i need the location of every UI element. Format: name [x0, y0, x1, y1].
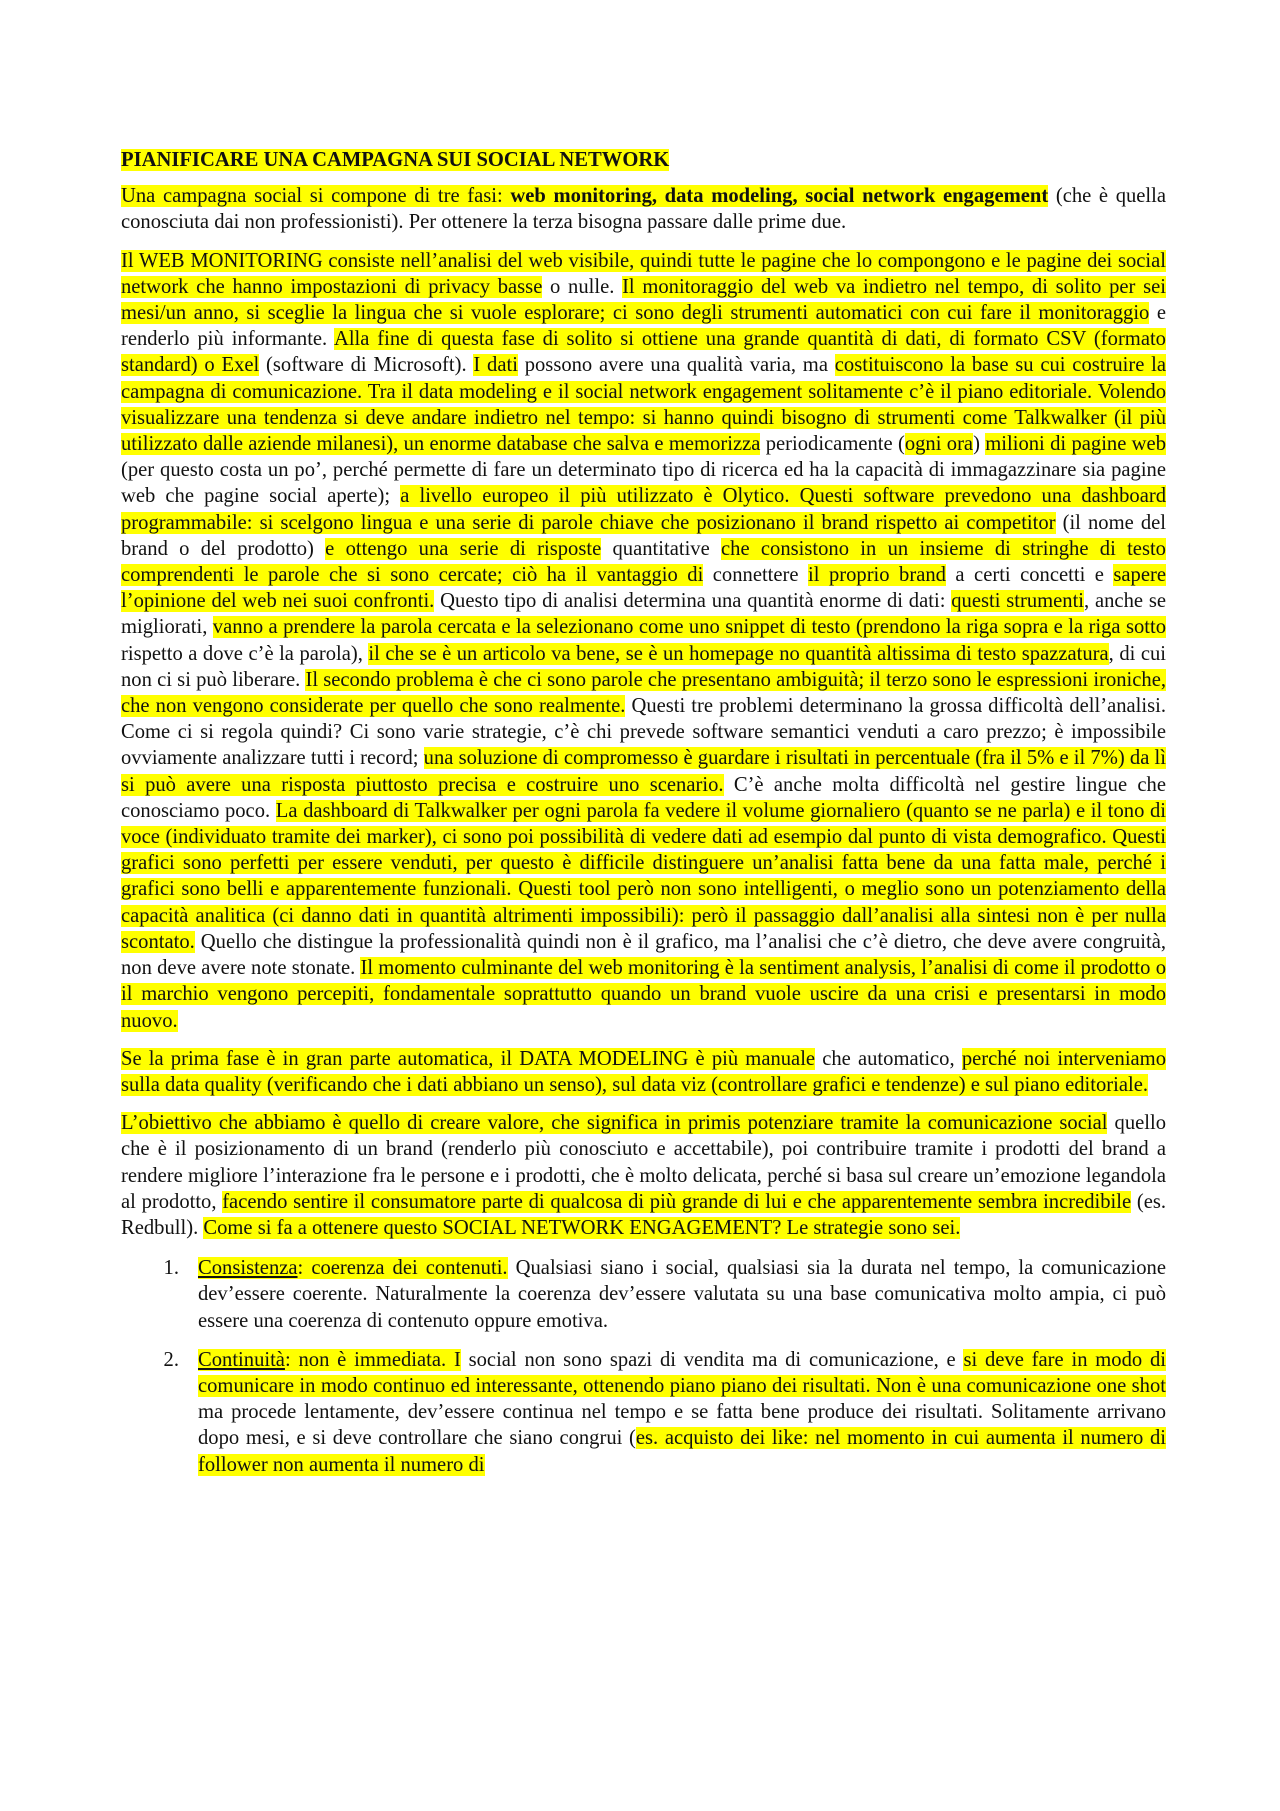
list-number: 1.	[163, 1257, 179, 1280]
text-run: o nulle.	[542, 275, 623, 298]
text-run: periodicamente (	[760, 433, 905, 456]
text-run: (software di Microsoft).	[259, 354, 474, 377]
list-term: Continuità	[198, 1348, 285, 1371]
list-number: 2.	[163, 1348, 179, 1371]
highlighted-text: Il monitoraggio del web va indietro nel tempo, di solito per sei mesi/un anno, si sceglie la lingua che si vuole esplorare; ci sono degli strumenti automatici con cui fare il monitoraggio	[121, 275, 1166, 325]
highlighted-text: vanno a prendere la parola cercata e la selezionano come uno snippet di testo (prendono la riga sopra e la riga sotto	[212, 616, 1166, 639]
highlighted-text: questi strumenti	[951, 590, 1085, 613]
text-run: connettere	[703, 564, 809, 587]
highlighted-text: il proprio brand	[808, 564, 946, 587]
highlighted-text: Il WEB MONITORING consiste nell’analisi del web visibile, quindi tutte le pagine che lo compongono e le pagine dei social network che hanno impostazioni di privacy basse	[121, 249, 1166, 298]
list-item-body	[198, 1349, 1166, 1476]
text-run: Questo tipo di analisi determina una quantità enorme di dati:	[434, 590, 952, 613]
text-run: a certi concetti e	[945, 564, 1114, 587]
highlighted-text: Il secondo problema è che ci sono parole che presentano ambiguità; il terzo sono le espressioni ironiche, che non vengono considerate per quello che sono realmente.	[121, 668, 1166, 718]
highlighted-text: Se la prima fase è in gran parte automatica, il DATA MODELING è più manuale	[121, 1047, 816, 1070]
list-term: Consistenza	[198, 1257, 298, 1280]
text-run: )	[973, 433, 986, 456]
intro-paragraph	[121, 183, 1166, 235]
text-run: quello che è il posizionamento di un brand (renderlo più conosciuto e accettabile), poi contribuire tramite i prodotti del brand a rendere migliore l’interazione fra le persone e i prodotti, che è molto delicata, perché si basa sul creare un’emozione legandola al prodotto,	[121, 1112, 1167, 1213]
highlighted-text: una soluzione di compromesso è guardare i risultati in percentuale (fra il 5% e il 7%) da lì si può avere una risposta piuttosto precisa e costruire uno scenario.	[121, 747, 1166, 796]
title-text: PIANIFICARE UNA CAMPAGNA SUI SOCIAL NETWORK	[121, 149, 670, 171]
text-run: Qualsiasi siano i social, qualsiasi sia la durata nel tempo, la comunicazione dev’essere coerente. Naturalmente la coerenza dev’essere valutata su una base comunicativa molto ampia, ci può essere una coerenza di contenuto oppure emotiva.	[198, 1257, 1166, 1332]
text-run: Quello che distingue la professionalità quindi non è il grafico, ma l’analisi che c’è dietro, che deve avere congruità, non deve avere note stonate.	[121, 930, 1166, 980]
highlighted-text: facendo sentire il consumatore parte di qualcosa di più grande di lui e che apparentemente sembra incredibile	[222, 1190, 1132, 1213]
highlighted-text: La dashboard di Talkwalker per ogni parola fa vedere il volume giornaliero (quanto se ne parla) e il tono di voce (individuato tramite dei marker), ci sono poi possibilità di vedere dati ad esempio dal punto di vista demografico. Questi grafici sono perfetti per essere venduti, per questo è difficile distinguere un’analisi fatta bene da una fatta male, perché i grafici sono belli e apparentemente funzionali. Questi tool però non sono intelligenti, o meglio sono un potenziamento della capacità analitica (ci danno dati in quantità altrimenti impossibili): però il passaggio dall’analisi alla sintesi non è per nulla scontato.	[121, 799, 1166, 953]
highlighted-text: Il momento culminante del web monitoring è la sentiment analysis, l’analisi di come il prodotto o il marchio vengono percepiti, fondamentale soprattutto quando un brand vuole uscire da una crisi e presentarsi in modo nuovo.	[121, 957, 1166, 1032]
text-run: (il nome del brand o del prodotto)	[121, 511, 1166, 560]
highlighted-text: costituiscono la base su cui costruire la campagna di comunicazione. Tra il data modeling e il social network engagement solitamente c’è il piano editoriale. Volendo visualizzare una tendenza si deve andare indietro nel tempo: si hanno quindi bisogno di strumenti come Talkwalker (il più utilizzato dalle aziende milanesi), un enorme database che salva e memorizza	[121, 354, 1166, 456]
highlighted-text: : coerenza dei contenuti.	[297, 1257, 508, 1280]
text-run: social non sono spazi di vendita ma di comunicazione, e	[460, 1348, 964, 1371]
highlighted-text: a livello europeo il più utilizzato è Olytico. Questi software prevedono una dashboard programmabile: si scelgono lingua e una serie di parole chiave che posizionano il brand rispetto ai competitor	[121, 485, 1166, 534]
highlighted-text: L’obiettivo che abbiamo è quello di creare valore, che significa in primis potenziare tramite la comunicazione social	[121, 1112, 1108, 1135]
highlighted-text: : non è immediata. I	[284, 1348, 461, 1371]
highlighted-text: si deve fare in modo di comunicare in modo continuo ed interessante, ottenendo piano piano dei risultati. Non è una comunicazione one shot	[198, 1348, 1167, 1397]
list-item-consistenza	[121, 1255, 1166, 1334]
highlighted-text: sapere l’opinione del web nei suoi confronti.	[121, 564, 1166, 613]
document-title	[121, 147, 1166, 173]
text-run: C’è anche molta difficoltà nel gestire lingue che conosciamo poco.	[121, 773, 1166, 822]
text-run: (per questo costa un po’, perché permette di fare un determinato tipo di ricerca ed ha la capacità di immagazzinare sia pagine web che pagine social aperte);	[121, 459, 1166, 508]
intro-text-1: Una campagna social si compone di tre fasi:	[121, 185, 511, 208]
highlighted-text: Alla fine di questa fase di solito si ottiene una grande quantità di dati, di formato CSV (formato standard) o Exel	[121, 328, 1166, 377]
text-run: (es. Redbull).	[121, 1190, 1167, 1239]
text-run: possono avere una qualità varia, ma	[517, 354, 835, 377]
intro-phases-bold: web monitoring, data modeling, social network engagement	[510, 185, 1049, 208]
text-run: che automatico,	[815, 1047, 962, 1070]
highlighted-text: che consistono in un insieme di stringhe di testo comprendenti le parole che si sono cercate; ciò ha il vantaggio di	[121, 537, 1166, 587]
text-run: quantitative	[601, 537, 722, 560]
highlighted-text: e ottengo una serie di risposte	[325, 537, 602, 560]
highlighted-text: I dati	[473, 354, 518, 377]
highlighted-text: ogni ora	[904, 433, 974, 456]
highlighted-text: perché noi interveniamo sulla data quality (verificando che i dati abbiano un senso), sul data viz (controllare grafici e tendenze) e sul piano editoriale.	[121, 1047, 1166, 1096]
text-run: Questi tre problemi determinano la grossa difficoltà dell’analisi. Come ci si regola quindi? Ci sono varie strategie, c’è chi prevede software semantici venduti a caro prezzo; è impossibile ovviamente analizzare tutti i record;	[121, 695, 1166, 770]
text-run: , di cui non ci si può liberare.	[121, 642, 1166, 691]
text-run: , anche se migliorati,	[121, 590, 1166, 639]
text-run: e renderlo più informante.	[121, 302, 1166, 351]
text-run: rispetto a dove c’è la parola),	[121, 642, 369, 665]
intro-text-2: (che è quella conosciuta dai non professionisti). Per ottenere la terza bisogna passare dalle prime due.	[121, 185, 1167, 234]
list-item-body	[198, 1257, 1166, 1331]
highlighted-text: Come si fa a ottenere questo SOCIAL NETWORK ENGAGEMENT? Le strategie sono sei.	[203, 1216, 961, 1239]
list-item-continuita	[121, 1347, 1166, 1478]
strategies-list	[121, 1255, 1166, 1478]
web-monitoring-paragraph	[121, 248, 1166, 1034]
highlighted-text: il che se è un articolo va bene, se è un homepage no quantità altissima di testo spazzatura	[368, 642, 1109, 665]
data-modeling-paragraph	[121, 1046, 1166, 1098]
text-run: ma procede lentamente, dev’essere continua nel tempo e se fatta bene produce dei risultati. Solitamente arrivano dopo mesi, e si deve controllare che siano congrui (	[198, 1401, 1166, 1450]
highlighted-text: milioni di pagine web	[985, 433, 1166, 456]
engagement-paragraph	[121, 1110, 1166, 1241]
highlighted-text: es. acquisto dei like: nel momento in cui aumenta il numero di follower non aumenta il numero di	[198, 1427, 1167, 1476]
